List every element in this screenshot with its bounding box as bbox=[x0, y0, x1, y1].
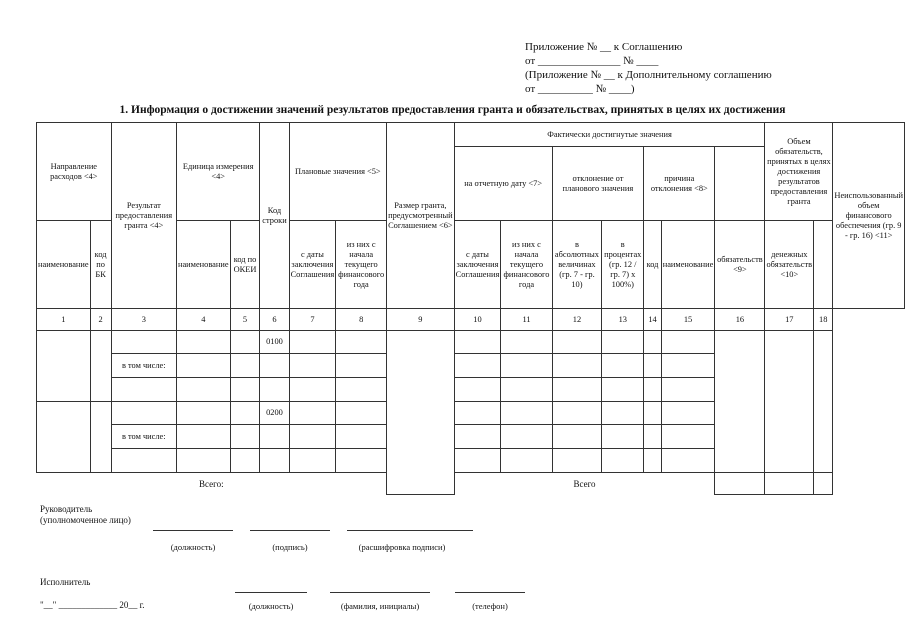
header-plan: Плановые значения <5> bbox=[289, 123, 387, 221]
table-cell bbox=[644, 425, 661, 449]
subheader-okei: код по ОКЕИ bbox=[230, 221, 260, 309]
subheader-name: наименование bbox=[37, 221, 91, 309]
table-cell bbox=[552, 449, 602, 473]
header-report-date: на отчетную дату <7> bbox=[454, 147, 552, 221]
total-money-cell bbox=[765, 473, 814, 495]
table-cell bbox=[230, 402, 260, 425]
header-obligations: Объем обязательств, принятых в целях достижения результатов предоставления гранта bbox=[765, 123, 833, 221]
subheader-plan-since-agreement: с даты заключения Соглашения bbox=[289, 221, 336, 309]
annex-line-1: Приложение № __ к Соглашению bbox=[525, 41, 683, 53]
table-cell bbox=[336, 354, 387, 378]
table-cell bbox=[552, 402, 602, 425]
col-num: 18 bbox=[814, 309, 833, 331]
table-cell bbox=[230, 378, 260, 402]
head-label-line2: (уполномоченное лицо) bbox=[40, 515, 131, 525]
header-unit: Единица измерения <4> bbox=[176, 123, 259, 221]
col-num: 8 bbox=[336, 309, 387, 331]
caption-position-executor: (должность) bbox=[248, 601, 294, 611]
head-label bbox=[40, 504, 131, 526]
including-label: в том числе: bbox=[111, 425, 176, 449]
table-cell bbox=[230, 354, 260, 378]
table-cell bbox=[289, 331, 336, 354]
document-title: 1. Информация о достижении значений результатов предоставления гранта и обязательствах, принятых в целях их достижения bbox=[119, 104, 786, 116]
row-code-0200: 0200 bbox=[260, 402, 289, 425]
table-cell bbox=[552, 331, 602, 354]
total-right-label: Всего bbox=[573, 478, 596, 489]
row-code-0100: 0100 bbox=[260, 331, 289, 354]
caption-phone: (телефон) bbox=[472, 601, 508, 611]
col-num: 1 bbox=[37, 309, 91, 331]
table-cell bbox=[501, 378, 552, 402]
total-unused-cell bbox=[814, 473, 833, 495]
obligations-cell bbox=[715, 331, 765, 473]
unused-cell bbox=[814, 331, 833, 473]
totals-row bbox=[37, 473, 905, 495]
table-cell bbox=[336, 378, 387, 402]
subheader-plan-since-year: из них с начала текущего финансового года bbox=[336, 221, 387, 309]
table-cell bbox=[454, 402, 501, 425]
table-cell bbox=[111, 378, 176, 402]
table-cell bbox=[552, 425, 602, 449]
table-cell bbox=[230, 331, 260, 354]
subheader-kbk: код по БК bbox=[90, 221, 111, 309]
caption-signature: (подпись) bbox=[272, 542, 308, 552]
subheader-actual-since-agreement: с даты заключения Соглашения bbox=[454, 221, 501, 309]
subheader-reason-name: наименование bbox=[661, 221, 715, 309]
annex-line-3: (Приложение № __ к Дополнительному соглашению bbox=[525, 69, 772, 81]
table-cell bbox=[644, 331, 661, 354]
total-left-label: Всего: bbox=[199, 478, 224, 489]
table-cell bbox=[90, 331, 111, 402]
executor-label: Исполнитель bbox=[40, 577, 91, 587]
table-cell bbox=[552, 378, 602, 402]
signature-line-decode bbox=[347, 530, 473, 531]
signature-line-position bbox=[153, 530, 233, 531]
table-cell bbox=[602, 354, 644, 378]
table-cell bbox=[289, 354, 336, 378]
header-deviation: отклонение от планового значения bbox=[552, 147, 644, 221]
table-cell bbox=[644, 378, 661, 402]
header-grant-size: Размер гранта, предусмотренный Соглашением <6> bbox=[387, 123, 455, 309]
subheader-unit-name: наименование bbox=[176, 221, 230, 309]
table-cell bbox=[289, 402, 336, 425]
table-cell bbox=[501, 449, 552, 473]
col-num: 7 bbox=[289, 309, 336, 331]
table-cell bbox=[230, 425, 260, 449]
header-reason: причина отклонения <8> bbox=[644, 147, 715, 221]
table-cell bbox=[454, 425, 501, 449]
table-cell bbox=[289, 425, 336, 449]
table-cell bbox=[230, 449, 260, 473]
subheader-reason-code: код bbox=[644, 221, 661, 309]
header-direction: Направление расходов <4> bbox=[37, 123, 112, 221]
annex-line-2: от _______________ № ____ bbox=[525, 55, 659, 67]
table-cell bbox=[111, 402, 176, 425]
table-cell bbox=[661, 378, 715, 402]
table-cell bbox=[661, 354, 715, 378]
table-cell bbox=[661, 402, 715, 425]
table-row bbox=[37, 331, 905, 354]
table-cell bbox=[176, 331, 230, 354]
table-cell bbox=[289, 378, 336, 402]
table-cell bbox=[336, 425, 387, 449]
table-cell bbox=[501, 354, 552, 378]
table-cell bbox=[501, 331, 552, 354]
executor-line-name bbox=[330, 592, 430, 593]
signature-line-signature bbox=[250, 530, 330, 531]
head-label-line1: Руководитель bbox=[40, 504, 93, 514]
subheader-absolute: в абсолютных величинах (гр. 7 - гр. 10) bbox=[552, 221, 602, 309]
header-result: Результат предоставления гранта <4> bbox=[111, 123, 176, 309]
executor-line-position bbox=[235, 592, 307, 593]
caption-position: (должность) bbox=[170, 542, 216, 552]
table-cell bbox=[37, 402, 91, 473]
annex-line-4: от __________ № ____) bbox=[525, 83, 635, 95]
header-unused: Неиспользованный объем финансового обеспечения (гр. 9 - гр. 16) <11> bbox=[833, 123, 905, 309]
col-num: 4 bbox=[176, 309, 230, 331]
table-cell bbox=[501, 402, 552, 425]
table-cell bbox=[602, 402, 644, 425]
col-num: 3 bbox=[111, 309, 176, 331]
table-cell bbox=[552, 354, 602, 378]
caption-name: (фамилия, инициалы) bbox=[340, 601, 420, 611]
table-cell bbox=[454, 449, 501, 473]
table-cell bbox=[501, 425, 552, 449]
annex-header bbox=[525, 40, 772, 96]
table-cell bbox=[644, 449, 661, 473]
table-cell bbox=[661, 331, 715, 354]
table-cell bbox=[602, 449, 644, 473]
table-cell bbox=[602, 378, 644, 402]
table-cell bbox=[176, 354, 230, 378]
header-actual: Фактически достигнутые значения bbox=[454, 123, 765, 147]
table-cell bbox=[260, 425, 289, 449]
subheader-obligations: обязательств <9> bbox=[715, 221, 765, 309]
col-num: 12 bbox=[552, 309, 602, 331]
money-cell bbox=[765, 331, 814, 473]
caption-decode: (расшифровка подписи) bbox=[358, 542, 446, 552]
including-label: в том числе: bbox=[111, 354, 176, 378]
table-cell bbox=[111, 331, 176, 354]
table-cell bbox=[454, 331, 501, 354]
col-num: 14 bbox=[644, 309, 661, 331]
table-cell bbox=[602, 425, 644, 449]
col-num: 11 bbox=[501, 309, 552, 331]
table-cell bbox=[260, 449, 289, 473]
table-cell bbox=[176, 425, 230, 449]
table-cell bbox=[661, 425, 715, 449]
table-cell bbox=[111, 449, 176, 473]
executor-line-phone bbox=[455, 592, 525, 593]
subheader-money: денежных обязательств <10> bbox=[765, 221, 814, 309]
table-cell bbox=[602, 331, 644, 354]
table-cell bbox=[644, 402, 661, 425]
table-cell bbox=[644, 354, 661, 378]
col-num: 15 bbox=[661, 309, 715, 331]
column-numbers-row bbox=[37, 309, 905, 331]
table-cell bbox=[260, 378, 289, 402]
table-cell bbox=[336, 331, 387, 354]
col-num: 2 bbox=[90, 309, 111, 331]
table-cell bbox=[336, 402, 387, 425]
col-num: 13 bbox=[602, 309, 644, 331]
table-cell bbox=[260, 354, 289, 378]
table-cell bbox=[176, 378, 230, 402]
col-num: 6 bbox=[260, 309, 289, 331]
total-obligations-cell bbox=[715, 473, 765, 495]
subheader-percent: в процентах (гр. 12 / гр. 7) x 100%) bbox=[602, 221, 644, 309]
col-num: 9 bbox=[387, 309, 455, 331]
col-num: 5 bbox=[230, 309, 260, 331]
table-cell bbox=[336, 449, 387, 473]
col-num: 17 bbox=[765, 309, 814, 331]
table-cell bbox=[37, 331, 91, 402]
col-num: 16 bbox=[715, 309, 765, 331]
subheader-actual-since-year: из них с начала текущего финансового года bbox=[501, 221, 552, 309]
date-line: "__" _____________ 20__ г. bbox=[40, 600, 145, 610]
col-num: 10 bbox=[454, 309, 501, 331]
header-row-code: Код строки bbox=[260, 123, 289, 309]
report-table bbox=[36, 122, 905, 495]
table-cell bbox=[176, 449, 230, 473]
table-cell bbox=[90, 402, 111, 473]
table-cell bbox=[289, 449, 336, 473]
table-cell bbox=[454, 354, 501, 378]
grant-size-cell bbox=[387, 331, 455, 495]
table-cell bbox=[454, 378, 501, 402]
table-cell bbox=[661, 449, 715, 473]
table-cell bbox=[176, 402, 230, 425]
